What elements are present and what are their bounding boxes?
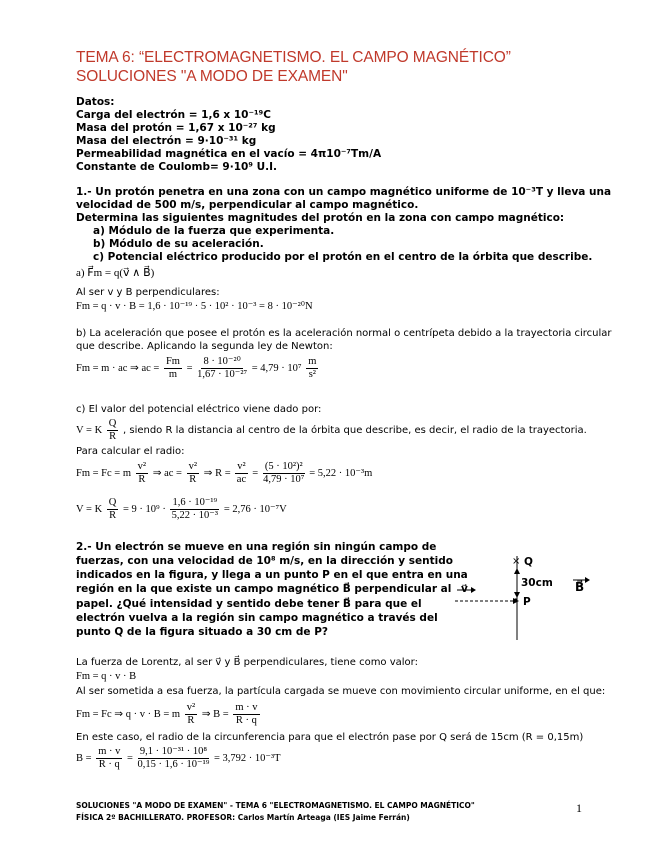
q2-statement: indicados en la figura, y llega a un punto P en el que entra en una [76, 569, 468, 581]
q1-statement: 1.- Un protón penetra en una zona con un campo magnético uniforme de 10⁻³T y lleva una [76, 186, 612, 198]
q1-item: c) Potencial eléctrico producido por el protón en el centro de la órbita que describe. [93, 251, 593, 263]
point-p-marker: • [513, 596, 519, 606]
page-subtitle: SOLUCIONES "A MODO DE EXAMEN" [76, 68, 348, 85]
q1-c-result: V = K $\frac{Q}{R}$ = 9 · 10⁹ · $\frac{\text{1,6 · 10⁻¹⁹}}{\text{5,22 · 10⁻³}}$ = 2,76 · 10⁻⁷V [76, 497, 287, 521]
point-q-marker: × [512, 556, 521, 567]
figure-label-distance: 30cm [521, 577, 553, 589]
q1-statement: Determina las siguientes magnitudes del protón en la zona con campo magnético: [76, 212, 565, 224]
page-number: 1 [576, 801, 582, 815]
figure-label-b: B⃗ [575, 580, 585, 594]
q1-item: a) Módulo de la fuerza que experimenta. [93, 225, 335, 237]
q2-answer-text: Al ser sometida a esa fuerza, la partícula cargada se mueve con movimiento circular uniforme, en el que: [76, 686, 606, 697]
q1-statement: velocidad de 500 m/s, perpendicular al campo magnético. [76, 199, 419, 211]
q2-statement: región en la que existe un campo magnético B⃗ perpendicular al [76, 583, 452, 595]
footer-course: FÍSICA 2º BACHILLERATO. PROFESOR: Carlos Martín Arteaga (IES Jaime Ferrán) [76, 813, 410, 822]
datos-heading: Datos: [76, 96, 115, 108]
field-arrowhead [585, 577, 590, 583]
datos-line: Constante de Coulomb= 9·10⁹ U.I. [76, 161, 278, 173]
q2-statement: punto Q de la figura situado a 30 cm de P? [76, 626, 328, 638]
footer-title: SOLUCIONES "A MODO DE EXAMEN" - TEMA 6 "ELECTROMAGNETISMO. EL CAMPO MAGNÉTICO" [76, 801, 475, 810]
velocity-arrowhead [471, 587, 476, 593]
q1-a-text: Al ser v y B perpendiculares: [76, 287, 220, 298]
page-title: TEMA 6: “ELECTROMAGNETISMO. EL CAMPO MAGNÉTICO” [76, 49, 511, 66]
datos-line: Carga del electrón = 1,6 x 10⁻¹⁹C [76, 109, 271, 121]
q2-answer-result: B = $\frac{m \cdot v}{R \cdot q}$ = $\frac{\text{9,1 · 10⁻³¹ · 10⁸}}{\text{0,15 · 1,6 · 10⁻¹⁹}}$ = 3,792 · 10⁻³T [76, 746, 281, 770]
q1-b-text: b) La aceleración que posee el protón es la aceleración normal o centrípeta debido a la trayectoria circular [76, 328, 612, 339]
q2-answer-text: En este caso, el radio de la circunferencia para que el electrón pase por Q será de 15cm (R = 0,15m) [76, 732, 584, 743]
q1-b-equation: Fm = m · ac ⇒ ac = $\frac{Fm}{m}$ = $\frac{\text{8 · 10⁻²⁰}}{\text{1,67 · 10⁻²⁷}}$ = 4,79 · 10⁷ $\frac{m}{\text{s²}}$ [76, 356, 317, 380]
figure-label-v: v⃗ [461, 583, 468, 595]
q1-c-text2: Para calcular el radio: [76, 446, 185, 457]
distance-arrow-up [514, 568, 520, 574]
q2-answer-text: La fuerza de Lorentz, al ser v⃗ y B⃗ perpendiculares, tiene como valor: [76, 657, 418, 668]
q1-a-formula: a) F⃗m = q(v⃗ ∧ B⃗) [76, 267, 155, 279]
q1-c-radius: Fm = Fc = m $\frac{\text{v²}}{R}$ ⇒ ac = $\frac{\text{v²}}{R}$ ⇒ R = $\frac{\text{v²}}{ac}$ = $\frac{\text{(5 · 10²)²}}{\text{4,79 · 10⁷}}$ = 5,22 · 10⁻³m [76, 461, 373, 485]
q2-figure [455, 556, 615, 640]
q2-statement: 2.- Un electrón se mueve en una región sin ningún campo de [76, 541, 437, 553]
q1-c-text: c) El valor del potencial eléctrico viene dado por: [76, 404, 322, 415]
q1-a-calc: Fm = q · v · B = 1,6 · 10⁻¹⁹ · 5 · 10² · 10⁻³ = 8 · 10⁻²⁰N [76, 301, 313, 312]
q2-answer-equation: Fm = Fc ⇒ q · v · B = m $\frac{\text{v²}}{R}$ ⇒ B = $\frac{m \cdot v}{R \cdot q}$ [76, 702, 258, 726]
q2-statement: papel. ¿Qué intensidad y sentido debe tener B⃗ para que el [76, 598, 422, 610]
q1-c-potential: V = K $\frac{Q}{R}$ , siendo R la distancia al centro de la órbita que describe, es decir, el radio de la trayectoria. [76, 418, 587, 442]
figure-label-p: P [523, 596, 531, 608]
q1-item: b) Módulo de su aceleración. [93, 238, 264, 250]
figure-label-q: Q [524, 556, 533, 568]
q2-statement: electrón vuelva a la región sin campo magnético a través del [76, 612, 438, 624]
datos-line: Masa del protón = 1,67 x 10⁻²⁷ kg [76, 122, 276, 134]
q1-b-text: que describe. Aplicando la segunda ley de Newton: [76, 341, 333, 352]
datos-line: Permeabilidad magnética en el vacío = 4π10⁻⁷Tm/A [76, 148, 382, 160]
datos-line: Masa del electrón = 9·10⁻³¹ kg [76, 135, 257, 147]
q2-figure-drawing [455, 556, 615, 640]
q2-statement: fuerzas, con una velocidad de 10⁸ m/s, en la dirección y sentido [76, 555, 453, 567]
q2-answer-formula: Fm = q · v · B [76, 671, 137, 682]
